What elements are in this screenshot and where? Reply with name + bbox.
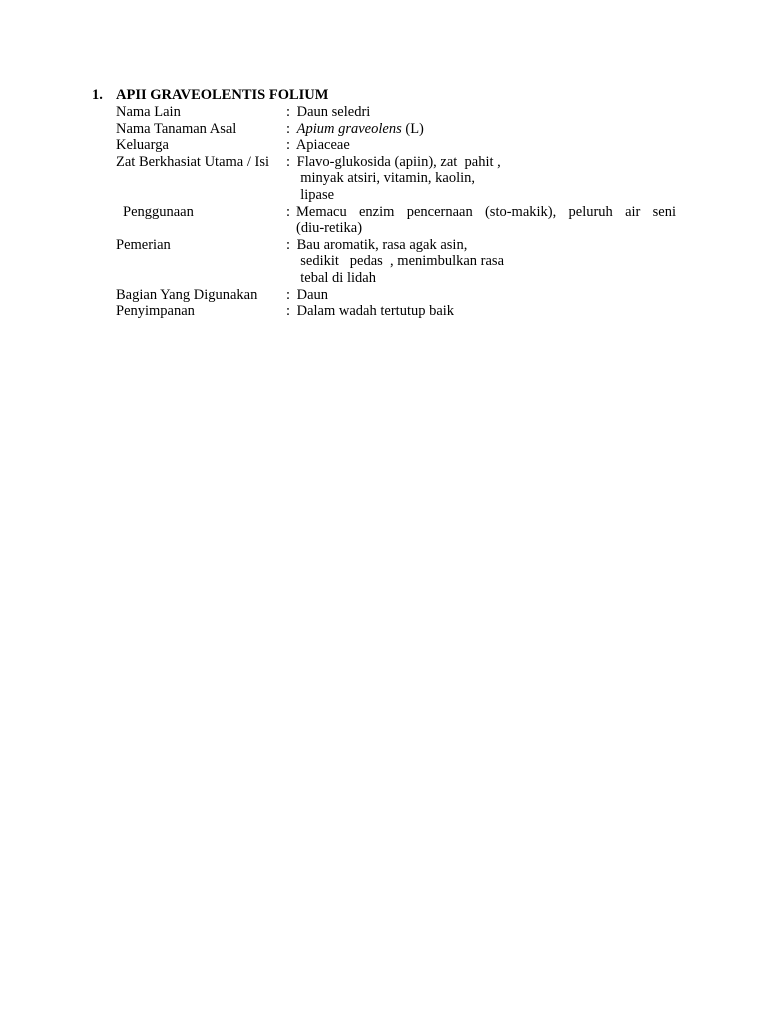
field-label: Zat Berkhasiat Utama / Isi <box>116 153 270 170</box>
field-colon: : <box>286 120 291 137</box>
field-value-line: sedikit pedas , menimbulkan rasa <box>293 253 505 270</box>
row-nama-lain <box>116 104 676 121</box>
field-value-line: Flavo-glukosida (apiin), zat pahit , <box>293 153 501 170</box>
field-label: Nama Tanaman Asal <box>116 120 237 137</box>
row-penggunaan <box>116 204 676 237</box>
section-heading <box>92 87 328 104</box>
field-colon: : <box>286 153 291 170</box>
row-pemerian <box>116 237 676 287</box>
field-value-line: (diu-retika) <box>296 220 363 237</box>
field-colon: : <box>286 236 291 253</box>
field-value-line: minyak atsiri, vitamin, kaolin, <box>293 170 476 187</box>
field-value-italic: Apium graveolens <box>296 120 402 137</box>
row-penyimpanan <box>116 303 676 320</box>
field-label: Penyimpanan <box>116 303 195 320</box>
field-colon: : <box>286 286 291 303</box>
field-label: Bagian Yang Digunakan <box>116 286 258 303</box>
monograph-table <box>116 104 676 320</box>
field-colon: : <box>286 303 291 320</box>
field-value: Daun seledri <box>293 104 371 120</box>
field-value: (L) <box>401 120 424 137</box>
row-bagian-yang-digunakan <box>116 287 676 304</box>
field-value: Daun <box>293 286 329 303</box>
field-label: Pemerian <box>116 236 171 253</box>
field-label: Penggunaan <box>123 203 194 220</box>
field-label: Nama Lain <box>116 104 181 120</box>
row-nama-tanaman-asal <box>116 121 676 138</box>
field-label: Keluarga <box>116 137 169 154</box>
section-title: APII GRAVEOLENTIS FOLIUM <box>116 87 329 103</box>
field-colon: : <box>286 137 291 154</box>
field-value-line: Bau aromatik, rasa agak asin, <box>293 236 468 253</box>
field-value-line: tebal di lidah <box>293 269 376 286</box>
field-value-line: lipase <box>293 186 335 203</box>
row-zat-berkhasiat <box>116 154 676 204</box>
field-colon: : <box>286 104 291 120</box>
field-value: Apiaceae <box>293 137 350 154</box>
row-keluarga <box>116 137 676 154</box>
field-colon: : <box>286 203 291 220</box>
section-number: 1. <box>92 87 103 103</box>
field-value: Dalam wadah tertutup baik <box>293 303 455 320</box>
field-value-line: Memacu enzim pencernaan (sto-makik), peluruh air seni <box>296 203 676 220</box>
